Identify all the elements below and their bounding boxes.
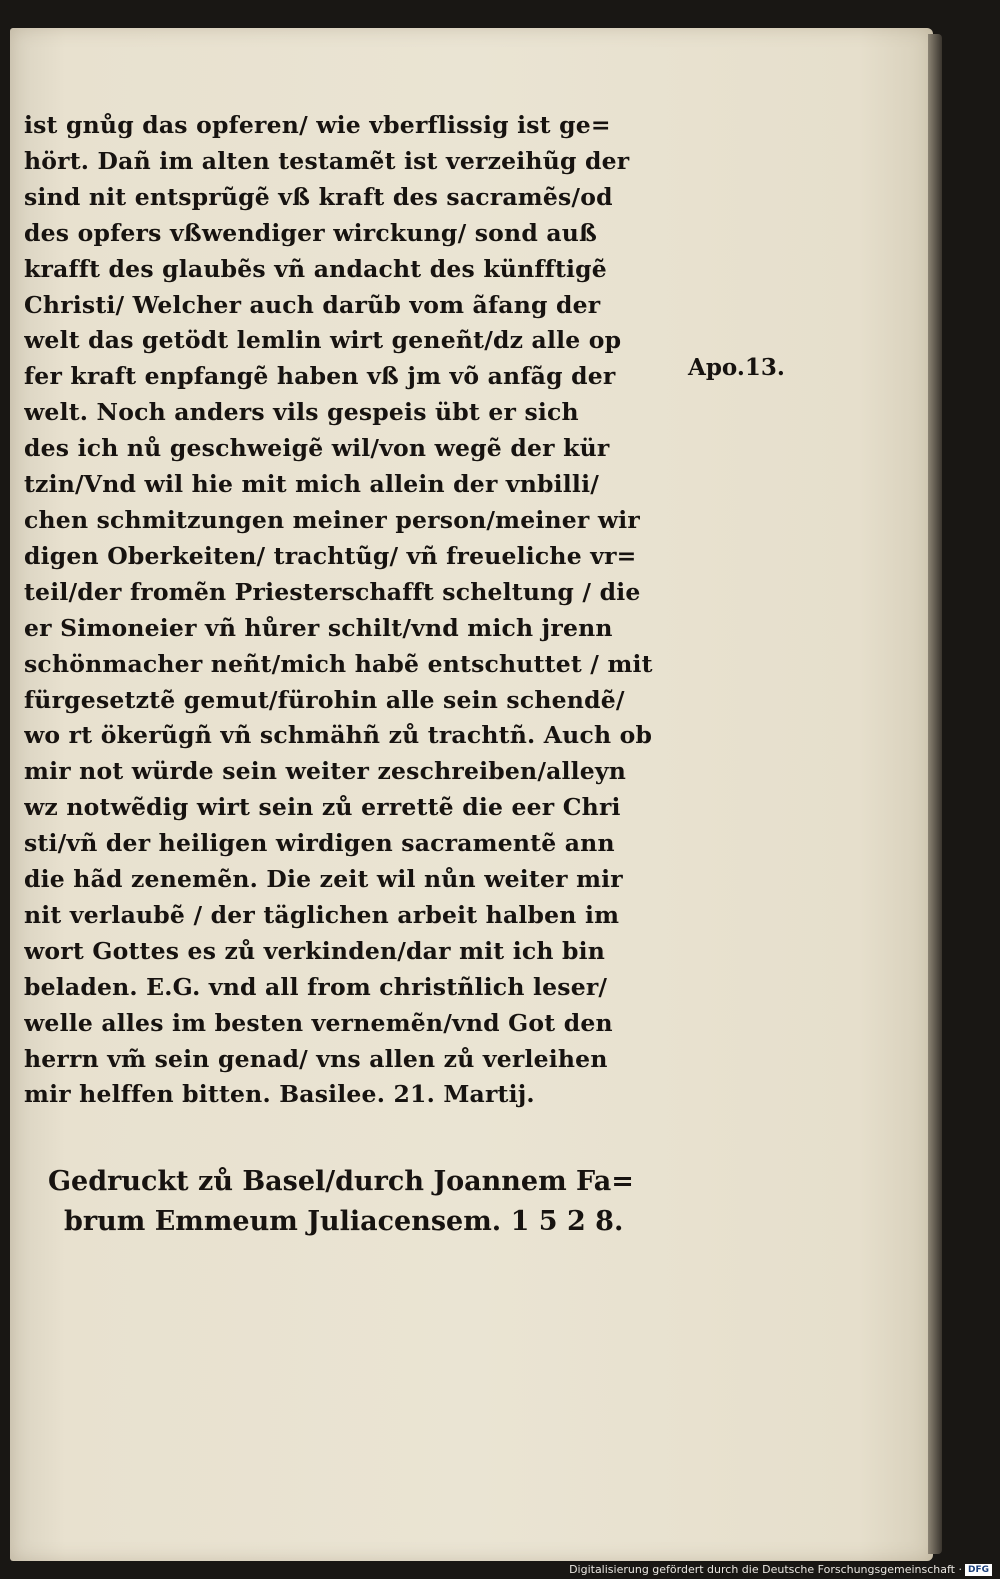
colophon-line: brum Emmeum Juliacensem. 1 5 2 8. xyxy=(64,1206,624,1237)
text-line: teil/der fromẽn Priesterschafft scheltung / die xyxy=(24,577,641,606)
text-line: mir helffen bitten. Basilee. 21. Martij. xyxy=(24,1080,535,1109)
colophon-line: Gedruckt zů Basel/durch Joannem Fa= xyxy=(48,1166,634,1197)
text-line: wort Gottes es zů verkinden/dar mit ich bin xyxy=(24,936,606,965)
text-line: herrn vm̃ sein genad/ vns allen zů verleihen xyxy=(24,1044,608,1073)
colophon xyxy=(48,1162,648,1242)
text-line: chen schmitzungen meiner person/meiner wir xyxy=(24,505,641,534)
text-line: hört. Dañ im alten testamẽt ist verzeihũg der xyxy=(24,146,630,175)
text-line: nit verlaubẽ / der täglichen arbeit halben im xyxy=(24,900,620,929)
text-line: schönmacher neñt/mich habẽ entschuttet / mit xyxy=(24,649,653,678)
marginal-note: Apo.13. xyxy=(688,354,785,381)
footer-credit xyxy=(569,1563,992,1576)
text-line: krafft des glaubẽs vñ andacht des künfftigẽ xyxy=(24,254,607,283)
text-line: die hãd zenemẽn. Die zeit wil nůn weiter mir xyxy=(24,865,623,894)
text-line: digen Oberkeiten/ trachtũg/ vñ freueliche vr= xyxy=(24,541,637,570)
text-line: sti/vñ der heiligen wirdigen sacramentẽ ann xyxy=(24,829,615,858)
text-line: mir not würde sein weiter zeschreiben/alleyn xyxy=(24,757,627,786)
footer-credit-text: Digitalisierung gefördert durch die Deutsche Forschungsgemeinschaft · xyxy=(569,1563,962,1576)
text-line: wz notwẽdig wirt sein zů errettẽ die eer Chri xyxy=(24,793,621,822)
text-line: fer kraft enpfangẽ haben vß jm võ anfãg der xyxy=(24,362,616,391)
text-line: beladen. E.G. vnd all from christñlich leser/ xyxy=(24,972,608,1001)
text-line: des opfers vßwendiger wirckung/ sond auß xyxy=(24,218,598,247)
text-line: des ich nů geschweigẽ wil/von wegẽ der kür xyxy=(24,434,610,463)
text-line: wo rt ökerũgñ vñ schmähñ zů trachtñ. Auch ob xyxy=(24,721,653,750)
text-line: Christi/ Welcher auch darũb vom ãfang der xyxy=(24,290,601,319)
text-line: tzin/Vnd wil hie mit mich allein der vnbilli/ xyxy=(24,470,599,499)
text-line: welt. Noch anders vils gespeis übt er sich xyxy=(24,398,579,427)
text-line: welt das getödt lemlin wirt geneñt/dz alle op xyxy=(24,326,622,355)
dfg-logo-icon: DFG xyxy=(965,1564,992,1576)
body-text xyxy=(24,108,684,1113)
text-line: er Simoneier vñ hůrer schilt/vnd mich jrenn xyxy=(24,613,613,642)
text-line: sind nit entsprũgẽ vß kraft des sacramẽs/od xyxy=(24,182,613,211)
page-edge xyxy=(928,34,942,1554)
text-line: ist gnůg das opferen/ wie vberflissig ist ge= xyxy=(24,111,611,139)
text-line: fürgesetztẽ gemut/fürohin alle sein schendẽ/ xyxy=(24,685,625,714)
text-line: welle alles im besten vernemẽn/vnd Got den xyxy=(24,1008,613,1037)
